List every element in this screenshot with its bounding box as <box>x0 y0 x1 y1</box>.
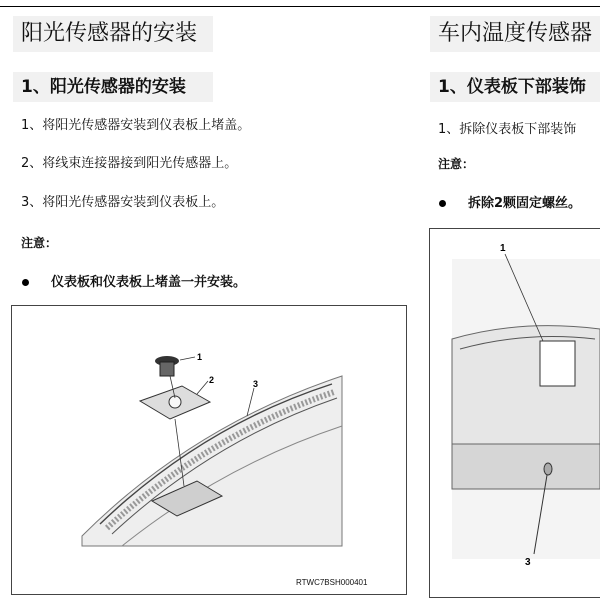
section-title: 阳光传感器的安装 <box>21 21 198 46</box>
right-callout-1: 1 <box>500 243 506 254</box>
right-subsection-title: 1、仪表板下部装饰 <box>438 77 586 97</box>
right-subsection-title-box <box>430 72 600 102</box>
step-2: 2、将线束连接器接到阳光传感器上。 <box>21 156 238 171</box>
callout-1: 1 <box>197 352 203 362</box>
right-callout-3: 3 <box>525 557 531 568</box>
step-1: 1、将阳光传感器安装到仪表板上堵盖。 <box>21 118 251 133</box>
bullet-icon <box>22 279 29 286</box>
right-note-bullet-text: 拆除2颗固定螺丝。 <box>468 196 582 211</box>
figure-code: RTWC7BSH000401 <box>296 578 368 587</box>
note-bullet <box>22 271 246 290</box>
right-note-label: 注意： <box>438 157 475 171</box>
right-figure <box>429 228 600 598</box>
right-note-bullet <box>439 192 581 211</box>
right-step-1: 1、拆除仪表板下部装饰 <box>438 122 577 137</box>
right-section-title-box <box>430 16 600 52</box>
subsection-title-box <box>13 72 213 102</box>
section-title-box <box>13 16 213 52</box>
right-section-title: 车内温度传感器 <box>438 21 593 46</box>
step-3: 3、将阳光传感器安装到仪表板上。 <box>21 195 225 210</box>
note-bullet-text: 仪表板和仪表板上堵盖一并安装。 <box>51 275 247 290</box>
callout-2: 2 <box>209 375 215 385</box>
note-label: 注意： <box>21 236 58 250</box>
subsection-title: 1、阳光传感器的安装 <box>21 77 186 97</box>
header-rule <box>0 6 600 7</box>
dashboard-illustration <box>430 229 600 599</box>
sun-sensor-figure <box>11 305 407 595</box>
bullet-icon <box>439 200 446 207</box>
callout-3: 3 <box>253 379 259 389</box>
sun-sensor-illustration <box>12 306 408 596</box>
